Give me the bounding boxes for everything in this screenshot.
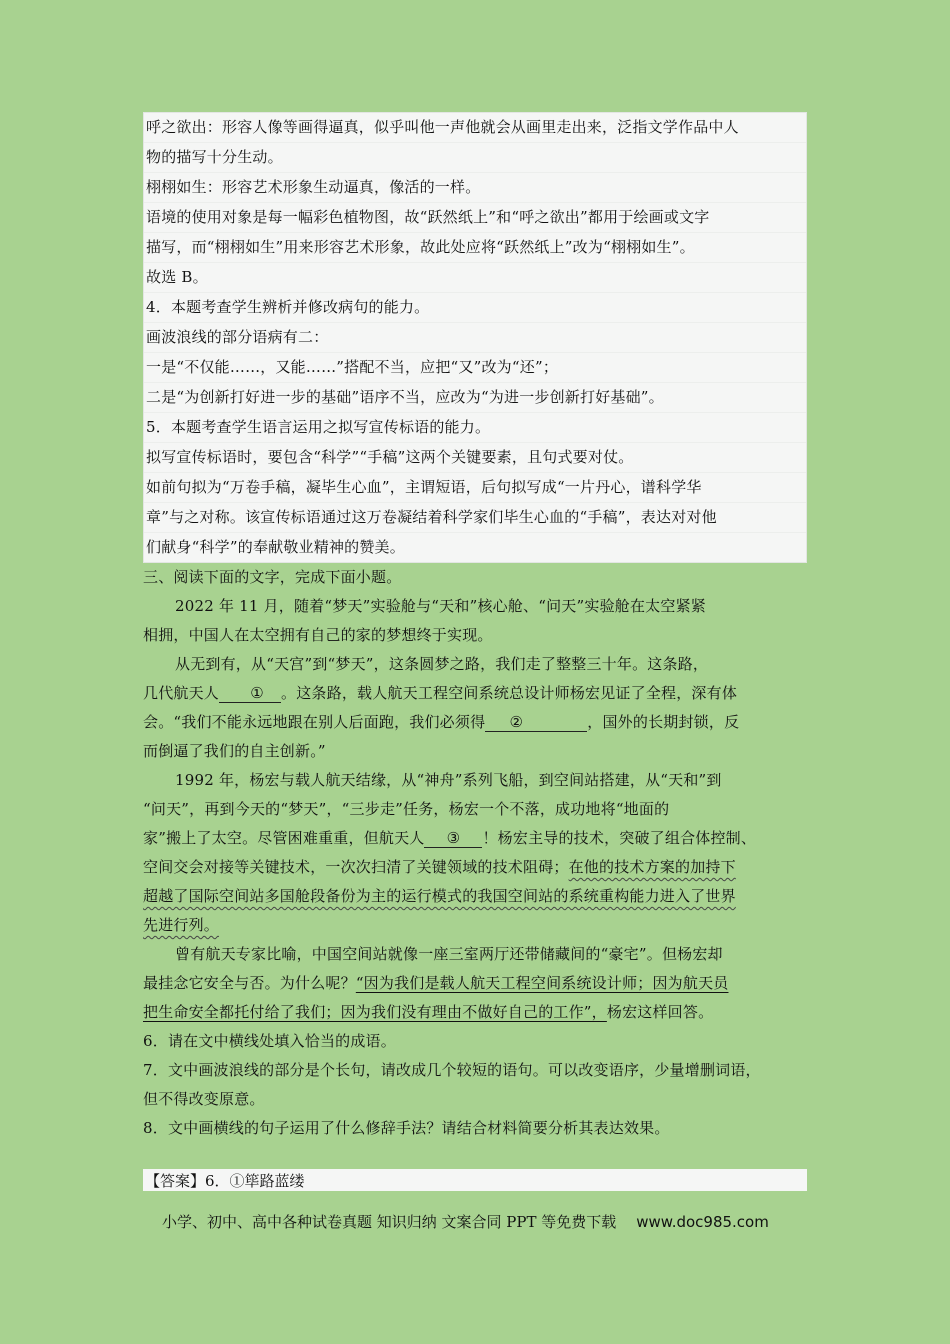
passage-line [143, 708, 807, 737]
box-line: 故选 B。 [144, 263, 806, 293]
blank-1[interactable] [219, 684, 281, 703]
passage-line: 相拥，中国人在太空拥有自己的家的梦想终于实现。 [143, 626, 493, 644]
question-item: 6．请在文中横线处填入恰当的成语。 [143, 1032, 396, 1050]
box-line: 呼之欲出：形容人像等画得逼真，似乎叫他一声他就会从画里走出来，泛指文学作品中人 [144, 113, 806, 143]
box-line: 如前句拟为“万卷手稿，凝毕生心血”，主谓短语，后句拟写成“一片丹心，谱科学华 [144, 473, 806, 503]
underlined-text: “因为我们是载人航天工程空间系统设计师；因为航天员 [355, 974, 729, 992]
passage-text: 家”搬上了太空。尽管困难重重，但航天人 [143, 829, 425, 847]
box-line: 物的描写十分生动。 [144, 143, 806, 173]
passage-line [143, 853, 807, 882]
box-line: 一是“不仅能……，又能……”搭配不当，应把“又”改为“还”； [144, 353, 806, 383]
blank-number: ③ [446, 829, 461, 847]
passage-line: 曾有航天专家比喻，中国空间站就像一座三室两厅还带储藏间的“豪宅”。但杨宏却 [175, 945, 723, 963]
passage-line: 从无到有，从“天宫”到“梦天”，这条圆梦之路，我们走了整整三十年。这条路， [175, 655, 709, 673]
section-heading: 三、阅读下面的文字，完成下面小题。 [143, 568, 402, 586]
passage-line [143, 969, 807, 998]
footer-text: 小学、初中、高中各种试卷真题 知识归纳 文案合同 PPT 等免费下载 [162, 1213, 617, 1231]
passage-line [143, 824, 807, 853]
question-item: 但不得改变原意。 [143, 1090, 265, 1108]
reading-passage [143, 592, 807, 1027]
document-body [143, 112, 807, 1143]
passage-line [143, 679, 807, 708]
box-line: 4．本题考查学生辨析并修改病句的能力。 [144, 293, 806, 323]
passage-text: 几代航天人 [143, 684, 220, 702]
passage-text: ！杨宏主导的技术，突破了组合体控制、 [482, 829, 757, 847]
blank-2[interactable] [485, 713, 587, 732]
footer-link[interactable]: www.doc985.com [636, 1213, 769, 1231]
passage-text: 空间交会对接等关键技术，一次次扫清了关键领域的技术阻碍； [143, 858, 569, 876]
wavy-underlined-text: 先进行列。 [143, 916, 220, 934]
passage-line: 而倒逼了我们的自主创新。” [143, 742, 326, 760]
box-line: 二是“为创新打好进一步的基础”语序不当，应改为“为进一步创新打好基础”。 [144, 383, 806, 413]
box-line: 描写，而“栩栩如生”用来形容艺术形象，故此处应将“跃然纸上”改为“栩栩如生”。 [144, 233, 806, 263]
passage-text: 会。“我们不能永远地跟在别人后面跑，我们必须得 [143, 713, 486, 731]
box-line: 栩栩如生：形容艺术形象生动逼真，像活的一样。 [144, 173, 806, 203]
passage-line: 2022 年 11 月，随着“梦天”实验舱与“天和”核心舱、“问天”实验舱在太空紧紧 [175, 597, 706, 615]
blank-3[interactable] [424, 829, 482, 848]
blank-number: ② [509, 713, 524, 731]
passage-line [143, 882, 807, 911]
box-line: 拟写宣传标语时，要包含“科学”“手稿”这两个关键要素，且句式要对仗。 [144, 443, 806, 473]
footer [162, 1210, 769, 1234]
wavy-underlined-text: 在他的技术方案的加持下 [568, 858, 736, 876]
passage-line: 1992 年，杨宏与载人航天结缘，从“神舟”系列飞船，到空间站搭建，从“天和”到 [175, 771, 722, 789]
passage-text: 杨宏这样回答。 [606, 1003, 714, 1021]
blank-number: ① [250, 684, 264, 702]
box-line: 画波浪线的部分语病有二： [144, 323, 806, 353]
answer-bar: 【答案】6．①筚路蓝缕 [143, 1169, 807, 1191]
question-item: 8．文中画横线的句子运用了什么修辞手法？请结合材料简要分析其表达效果。 [143, 1119, 670, 1137]
passage-text: 。这条路，载人航天工程空间系统总设计师杨宏见证了全程，深有体 [281, 684, 738, 702]
box-line: 5．本题考查学生语言运用之拟写宣传标语的能力。 [144, 413, 806, 443]
question-item: 7．文中画波浪线的部分是个长句，请改成几个较短的语句。可以改变语序，少量增删词语， [143, 1061, 761, 1079]
box-line: 们献身“科学”的奉献敬业精神的赞美。 [146, 538, 405, 556]
passage-text: ，国外的长期封锁，反 [587, 713, 740, 731]
box-line: 章”与之对称。该宣传标语通过这万卷凝结着科学家们毕生心血的“手稿”，表达对对他 [144, 503, 806, 533]
passage-line: “问天”，再到今天的“梦天”，“三步走”任务，杨宏一个不落，成功地将“地面的 [143, 800, 670, 818]
passage-line [143, 911, 807, 940]
underlined-text: 把生命安全都托付给了我们；因为我们没有理由不做好自己的工作”， [143, 1003, 607, 1021]
question-list [143, 1027, 807, 1143]
box-line: 语境的使用对象是每一幅彩色植物图，故“跃然纸上”和“呼之欲出”都用于绘画或文字 [144, 203, 806, 233]
wavy-underlined-text: 超越了国际空间站多国舱段备份为主的运行模式的我国空间站的系统重构能力进入了世界 [143, 887, 736, 905]
passage-line [143, 998, 807, 1027]
explanation-box [143, 112, 807, 563]
passage-text: 最挂念它安全与否。为什么呢？ [143, 974, 356, 992]
